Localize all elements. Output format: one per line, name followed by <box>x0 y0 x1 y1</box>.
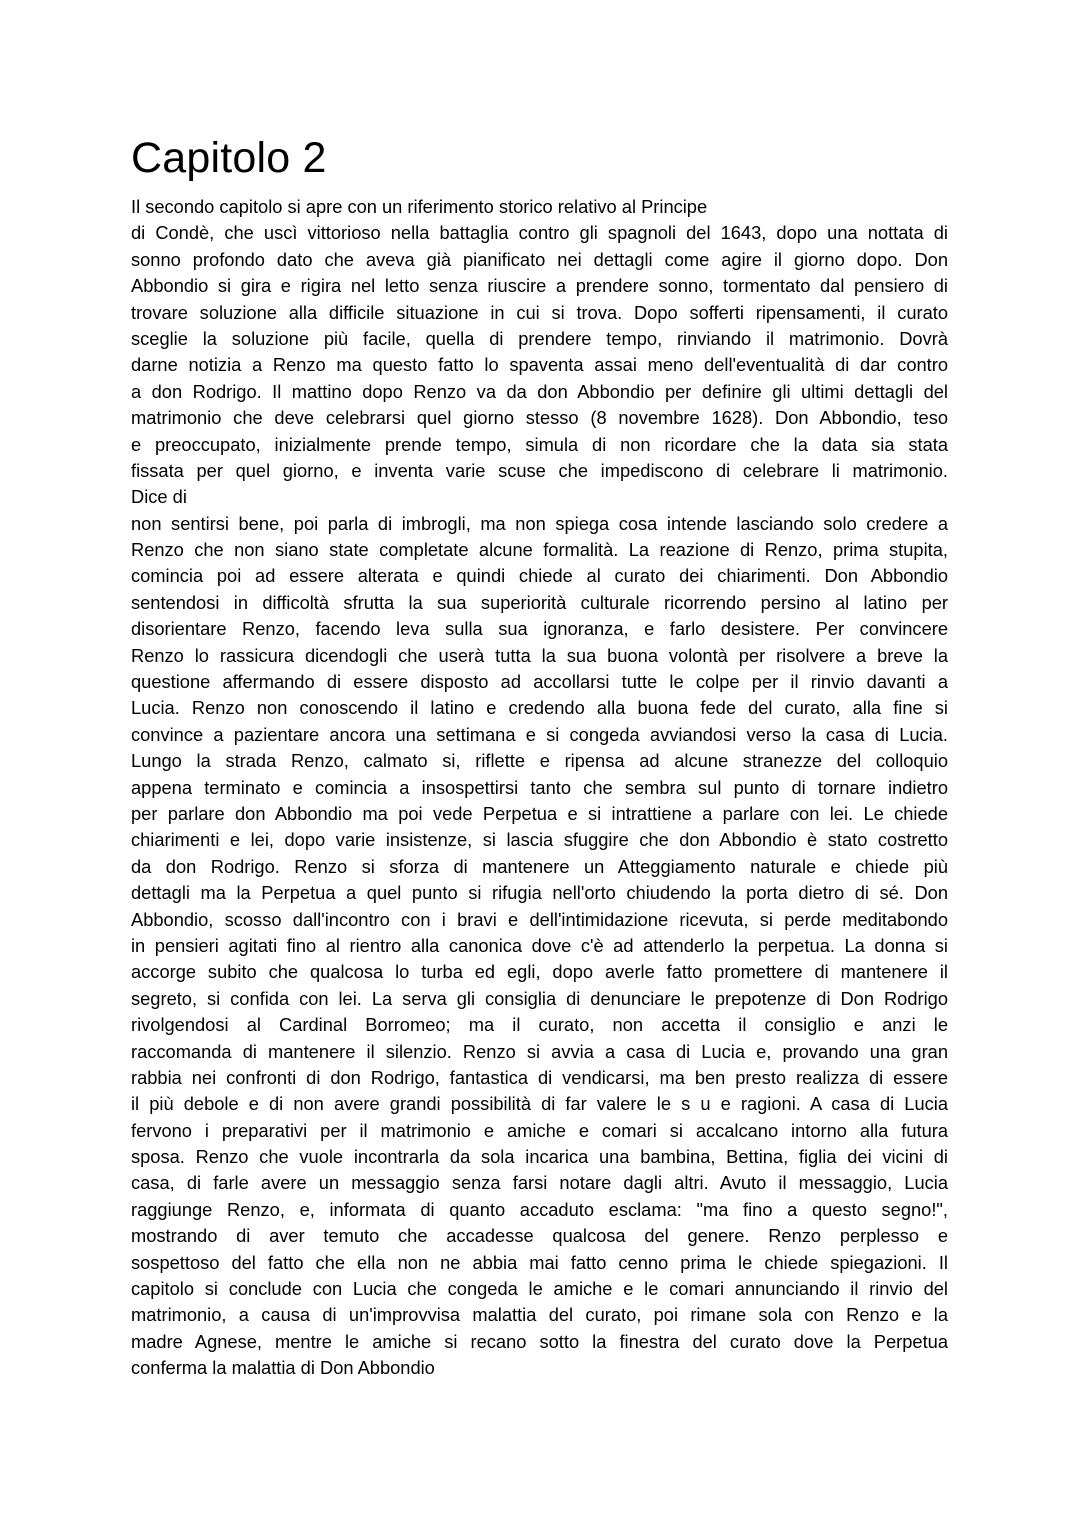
text-line: raggiunge Renzo, e, informata di quanto accaduto esclama: "ma fino a questo segno!", <box>131 1198 948 1220</box>
text-line: Renzo lo rassicura dicendogli che userà tutta la sua buona volontà per risolvere a breve la <box>131 644 948 666</box>
text-line: dettagli ma la Perpetua a quel punto si rifugia nell'orto chiudendo la porta dietro di sé. Don <box>131 882 948 904</box>
text-line: sposa. Renzo che vuole incontrarla da sola incarica una bambina, Bettina, figlia dei vicini di <box>131 1146 948 1168</box>
text-line: Abbondio si gira e rigira nel letto senza riuscire a prendere sonno, tormentato dal pensiero di <box>131 275 948 297</box>
text-line: fissata per quel giorno, e inventa varie scuse che impediscono di celebrare li matrimonio. <box>131 459 948 481</box>
text-line: accorge subito che qualcosa lo turba ed egli, dopo averle fatto promettere di mantenere il <box>131 961 948 983</box>
text-line: sceglie la soluzione più facile, quella di prendere tempo, rinviando il matrimonio. Dovrà <box>131 327 948 349</box>
text-line: da don Rodrigo. Renzo si sforza di mantenere un Atteggiamento naturale e chiede più <box>131 855 948 877</box>
page-title: Capitolo 2 <box>131 134 327 182</box>
text-line: il più debole e di non avere grandi possibilità di far valere le s u e ragioni. A casa di Lucia <box>131 1093 948 1115</box>
text-line: non sentirsi bene, poi parla di imbrogli, ma non spiega cosa intende lasciando solo credere a <box>131 512 948 534</box>
document-content <box>131 132 948 1382</box>
text-line: trovare soluzione alla difficile situazione in cui si trova. Dopo sofferti ripensamenti, il curato <box>131 301 948 323</box>
text-line: matrimonio che deve celebrarsi quel giorno stesso (8 novembre 1628). Don Abbondio, teso <box>131 407 948 429</box>
text-line: Dice di <box>131 486 187 508</box>
text-line: di Condè, che uscì vittorioso nella battaglia contro gli spagnoli del 1643, dopo una nottata di <box>131 222 948 244</box>
text-line: mostrando di aver temuto che accadesse qualcosa del genere. Renzo perplesso e <box>131 1225 948 1247</box>
body-text <box>131 194 948 1382</box>
text-line: disorientare Renzo, facendo leva sulla sua ignoranza, e farlo desistere. Per convincere <box>131 618 948 640</box>
text-line: sentendosi in difficoltà sfrutta la sua superiorità culturale ricorrendo persino al latino per <box>131 591 948 613</box>
text-line: conferma la malattia di Don Abbondio <box>131 1357 435 1379</box>
text-line: rivolgendosi al Cardinal Borromeo; ma il curato, non accetta il consiglio e anzi le <box>131 1014 948 1036</box>
text-line: chiarimenti e lei, dopo varie insistenze, si lascia sfuggire che don Abbondio è stato costretto <box>131 829 948 851</box>
text-line: matrimonio, a causa di un'improvvisa malattia del curato, poi rimane sola con Renzo e la <box>131 1304 948 1326</box>
text-line: Abbondio, scosso dall'incontro con i bravi e dell'intimidazione ricevuta, si perde meditabondo <box>131 908 948 930</box>
text-line: appena terminato e comincia a insospettirsi tanto che sembra sul punto di tornare indietro <box>131 776 948 798</box>
text-line: comincia poi ad essere alterata e quindi chiede al curato dei chiarimenti. Don Abbondio <box>131 565 948 587</box>
text-line: per parlare don Abbondio ma poi vede Perpetua e si intrattiene a parlare con lei. Le chiede <box>131 802 948 824</box>
text-line: segreto, si confida con lei. La serva gli consiglia di denunciare le prepotenze di Don Rodrigo <box>131 987 948 1009</box>
text-line: Lungo la strada Renzo, calmato si, riflette e ripensa ad alcune stranezze del colloquio <box>131 750 948 772</box>
text-line: rabbia nei confronti di don Rodrigo, fantastica di vendicarsi, ma ben presto realizza di essere <box>131 1066 948 1088</box>
text-line: raccomanda di mantenere il silenzio. Renzo si avvia a casa di Lucia e, provando una gran <box>131 1040 948 1062</box>
text-line: in pensieri agitati fino al rientro alla canonica dove c'è ad attenderlo la perpetua. La donna si <box>131 934 948 956</box>
text-line: darne notizia a Renzo ma questo fatto lo spaventa assai meno dell'eventualità di dar contro <box>131 354 948 376</box>
text-line: casa, di farle avere un messaggio senza farsi notare dagli altri. Avuto il messaggio, Lucia <box>131 1172 948 1194</box>
text-line: capitolo si conclude con Lucia che congeda le amiche e le comari annunciando il rinvio del <box>131 1278 948 1300</box>
text-line: questione affermando di essere disposto ad accollarsi tutte le colpe per il rinvio davanti a <box>131 671 948 693</box>
text-line: madre Agnese, mentre le amiche si recano sotto la finestra del curato dove la Perpetua <box>131 1330 948 1352</box>
text-line: e preoccupato, inizialmente prende tempo, simula di non ricordare che la data sia stata <box>131 433 948 455</box>
text-line: a don Rodrigo. Il mattino dopo Renzo va da don Abbondio per definire gli ultimi dettagli del <box>131 380 948 402</box>
text-line: Lucia. Renzo non conoscendo il latino e credendo alla buona fede del curato, alla fine si <box>131 697 948 719</box>
text-line: convince a pazientare ancora una settimana e si congeda avviandosi verso la casa di Lucia. <box>131 723 948 745</box>
text-line: sospettoso del fatto che ella non ne abbia mai fatto cenno prima le chiede spiegazioni. Il <box>131 1251 948 1273</box>
text-line: fervono i preparativi per il matrimonio e amiche e comari si accalcano intorno alla futura <box>131 1119 948 1141</box>
text-line: sonno profondo dato che aveva già pianificato nei dettagli come agire il giorno dopo. Don <box>131 248 948 270</box>
text-line: Renzo che non siano state completate alcune formalità. La reazione di Renzo, prima stupita, <box>131 539 948 561</box>
text-line: Il secondo capitolo si apre con un riferimento storico relativo al Principe <box>131 196 708 217</box>
